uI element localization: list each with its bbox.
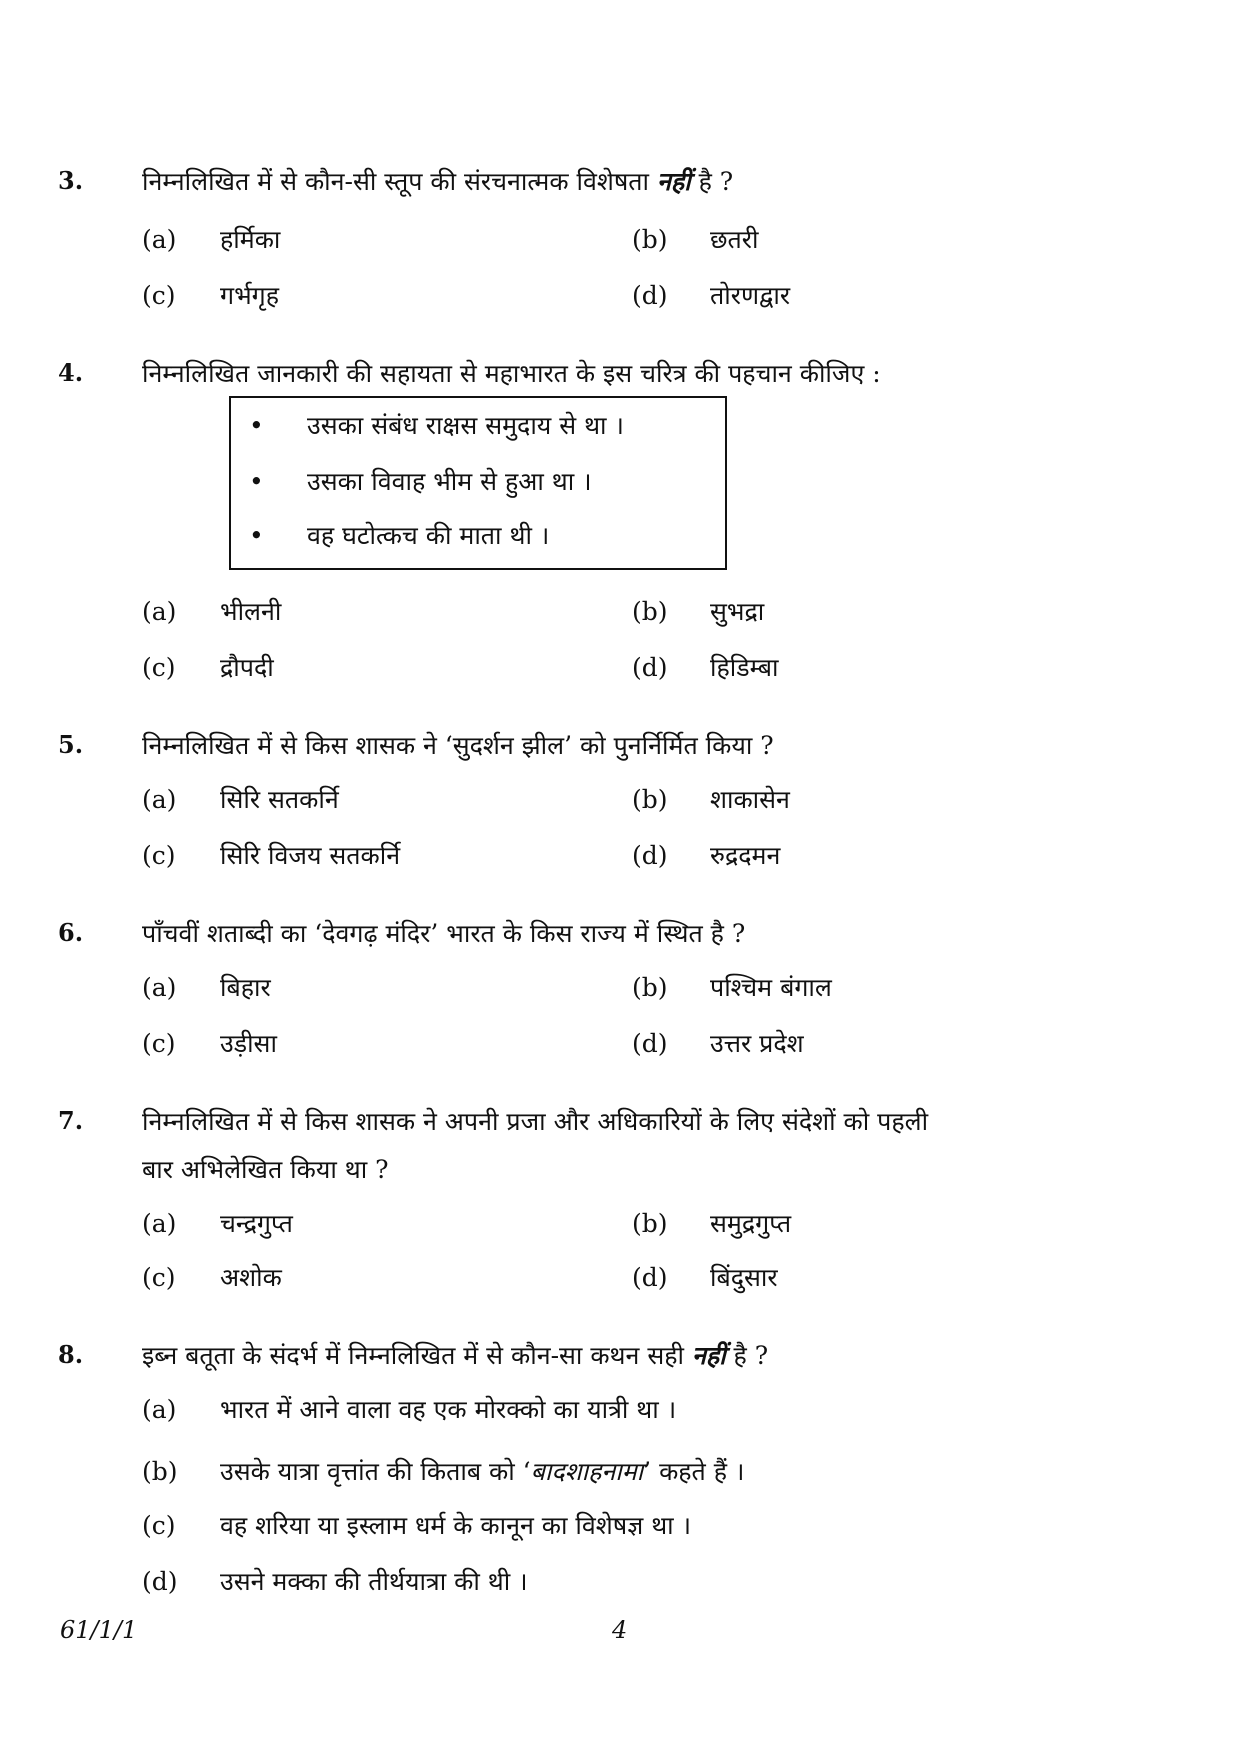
emphasis-nahin: नहीं (691, 1341, 726, 1370)
emphasis-nahin: नहीं (656, 167, 691, 196)
question-number: 3. (58, 166, 84, 195)
page-number: 4 (612, 1616, 628, 1644)
question-number: 4. (58, 358, 84, 387)
exam-page: 3. निम्नलिखित में से कौन-सी स्तूप की संरचनात्मक विशेषता नहीं है ? (a) हर्मिका (b) छतरी (c) गर्भगृह (d) तोरणद्वार 4. निम्नलिखित जानकारी की सहायता से महाभारत के इस चरित्र की पहचान कीजिए : • उसका संबंध राक्षस समुदाय से था । • उसका विवाह भीम से हुआ था । • वह घटोत्कच की माता थी । (a) भीलनी (b) सुभद्रा (c) द्रौपदी (d) हिडिम्बा 5. निम्नलिखित में से किस शासक ने ‘सुदर्शन झील’ को पुनर्निर्मित किया ? (a) सिरि सतकर्नि (b) शाकासेन (c) सिरि विजय सतकर्नि (d) रुद्रदमन 6. पाँचवीं शताब्दी का ‘देवगढ़ मंदिर’ भारत के किस राज्य में स्थित है ? (a) बिहार (b) पश्चिम बंगाल (c) उड़ीसा (d) उत्तर प्रदेश 7. निम्नलिखित में से किस शासक ने अपनी प्रजा और अधिकारियों के लिए संदेशों को पहली बार अभिलेखित किया था ? (a) चन्द्रगुप्त (b) समुद्रगुप्त (c) अशोक (d) बिंदुसार 8. इब्न बतूता के संदर्भ में निम्नलिखित में से कौन-सा कथन सही नहीं है ? (a) भारत में आने वाला वह एक मोरक्को का यात्री था । (b) उसके यात्रा वृत्तांत की किताब को ‘बादशाहनामा’ कहते हैं । (c) वह शरिया या इस्लाम धर्म के कानून का विशेषज्ञ था । (d) उसने मक्का की तीर्थयात्रा की थी । 61/1/1 4 (0, 0, 1241, 1755)
bullet-icon: • (249, 411, 264, 440)
paper-code: 61/1/1 (60, 1616, 138, 1644)
bullet-icon: • (249, 467, 264, 496)
question-number: 8. (58, 1340, 84, 1369)
question-number: 7. (58, 1106, 84, 1135)
question-text: इब्न बतूता के संदर्भ में निम्नलिखित में से कौन-सा कथन सही नहीं है ? (142, 1341, 769, 1370)
bullet-icon: • (249, 521, 264, 550)
question-text: निम्नलिखित जानकारी की सहायता से महाभारत के इस चरित्र की पहचान कीजिए : (142, 359, 881, 388)
question-number: 6. (58, 918, 84, 947)
info-box: • उसका संबंध राक्षस समुदाय से था । • उसका विवाह भीम से हुआ था । • वह घटोत्कच की माता थी । (229, 396, 727, 570)
question-number: 5. (58, 730, 84, 759)
question-text: निम्नलिखित में से किस शासक ने ‘सुदर्शन झील’ को पुनर्निर्मित किया ? (142, 731, 774, 760)
book-title: बादशाहनामा (530, 1457, 644, 1486)
question-text: निम्नलिखित में से किस शासक ने अपनी प्रजा और अधिकारियों के लिए संदेशों को पहली बार अभिलेखित किया था ? (142, 1107, 929, 1184)
question-text: पाँचवीं शताब्दी का ‘देवगढ़ मंदिर’ भारत के किस राज्य में स्थित है ? (142, 919, 746, 948)
question-text: निम्नलिखित में से कौन-सी स्तूप की संरचनात्मक विशेषता नहीं है ? (142, 167, 734, 196)
